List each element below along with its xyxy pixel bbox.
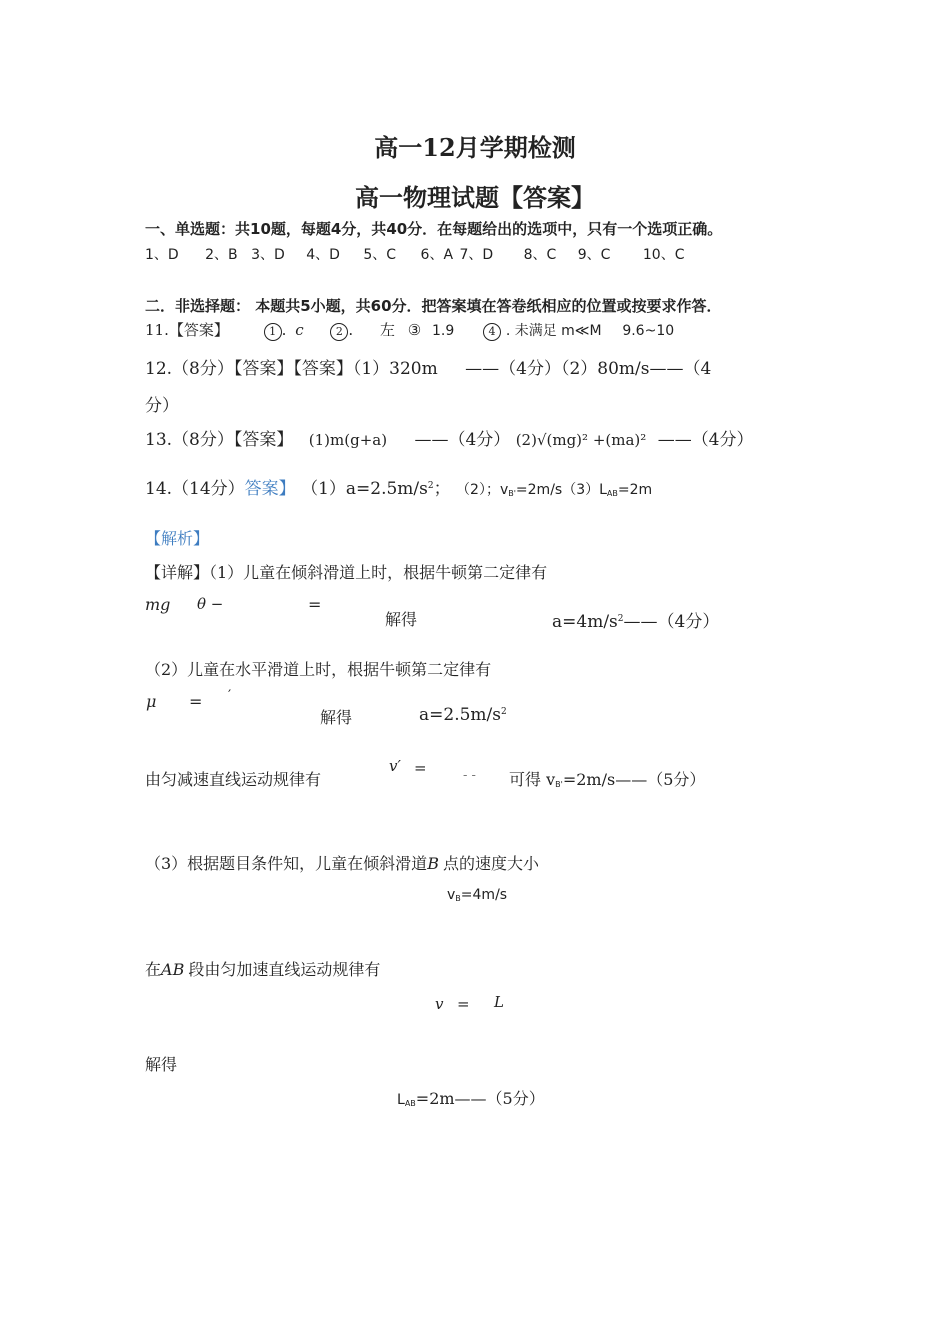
lab-value bbox=[397, 1086, 545, 1109]
part3-text bbox=[145, 851, 539, 874]
res2-sup: 2 bbox=[501, 707, 507, 717]
lab-sub: AB bbox=[404, 1099, 416, 1108]
ab-b: AB bbox=[161, 960, 185, 979]
vb-value bbox=[447, 887, 507, 903]
answer-1: 1、D bbox=[145, 247, 179, 263]
res2 bbox=[419, 705, 507, 725]
eq2-c: ′ bbox=[228, 688, 232, 704]
answer-4: 4、D bbox=[306, 247, 340, 263]
eq4-c: L bbox=[494, 993, 504, 1011]
solve1: 解得 bbox=[385, 610, 418, 629]
q13-line bbox=[145, 425, 754, 450]
q12-part2: ——（4分）（2）80m/s——（4 bbox=[465, 359, 712, 379]
eq4-a: v bbox=[435, 995, 444, 1013]
eq3-b: = bbox=[414, 759, 427, 777]
q13-dash2: ——（4分） bbox=[657, 430, 754, 450]
vb-end: =4m/s bbox=[460, 887, 508, 903]
q11-ans1: c bbox=[295, 321, 304, 339]
q13-ans1: (1)m(g+a) bbox=[308, 431, 388, 449]
decel-text: 由匀减速直线运动规律有 bbox=[145, 770, 322, 789]
answer-5: 5、C bbox=[363, 247, 397, 263]
res1-end: ——（4分） bbox=[623, 612, 720, 632]
q11-label: 11.【答案】 bbox=[145, 321, 229, 339]
q14-label: 14.（14分） bbox=[145, 479, 245, 499]
eq2-b: = bbox=[189, 692, 203, 711]
res2-val: a=2.5m/s bbox=[419, 705, 501, 725]
q14-line bbox=[145, 474, 652, 499]
q12-line1 bbox=[145, 354, 711, 379]
q14-p1: （1）a=2.5m/s bbox=[301, 479, 428, 499]
res3-sub: B' bbox=[555, 780, 563, 789]
eq4-b: = bbox=[457, 995, 470, 1013]
page-title: 高一12月学期检测 bbox=[374, 133, 576, 162]
part3-c: 点的速度大小 bbox=[442, 854, 539, 873]
q14-p2-end: =2m/s（3）L bbox=[515, 482, 607, 498]
circled-one-icon: 1 bbox=[264, 323, 282, 341]
q11-ans5: 9.6~10 bbox=[622, 323, 675, 339]
q11-dot2: . bbox=[348, 321, 354, 339]
vb-val: v bbox=[447, 887, 456, 903]
circled-three-icon: ③ bbox=[407, 321, 422, 339]
res3 bbox=[509, 767, 705, 790]
q13-dash1: ——（4分） bbox=[414, 430, 511, 450]
q13-label: 13.（8分）【答案】 bbox=[145, 430, 294, 450]
solve2: 解得 bbox=[320, 708, 353, 727]
eq1-a: mg bbox=[145, 595, 171, 614]
answer-10: 10、C bbox=[642, 247, 685, 263]
circled-two-icon: 2 bbox=[330, 323, 348, 341]
q14-p1-end: ； bbox=[433, 479, 451, 499]
eq1-c: = bbox=[308, 595, 322, 614]
q14-p3-end: =2m bbox=[617, 482, 653, 498]
part3-a: （3）根据题目条件知，儿童在倾斜滑道 bbox=[145, 854, 428, 873]
q11-ans3: 1.9 bbox=[431, 323, 455, 339]
circled-four-icon: 4 bbox=[483, 323, 501, 341]
res3-val: 可得 v bbox=[509, 770, 556, 789]
lab-val: L bbox=[397, 1092, 405, 1108]
q13-ans2: (2)√(mg)² +(ma)² bbox=[515, 431, 647, 449]
answer-9: 9、C bbox=[577, 247, 611, 263]
answer-7: 7、D bbox=[459, 247, 494, 263]
answer-3: 3、D bbox=[251, 247, 285, 263]
section2-heading: 二．非选择题： 本题共5小题，共60分．把答案填在答卷纸相应的位置或按要求作答． bbox=[145, 297, 722, 315]
q14-p2: （2）；v bbox=[456, 482, 509, 498]
q11-line bbox=[145, 319, 674, 341]
vb-sub: B bbox=[455, 894, 461, 903]
part2-text: （2）儿童在水平滑道上时，根据牛顿第二定律有 bbox=[145, 660, 492, 679]
q11-ans2: 左 bbox=[379, 321, 395, 339]
answer-8: 8、C bbox=[523, 247, 557, 263]
eq1-b: θ − bbox=[197, 595, 224, 613]
lab-end: =2m——（5分） bbox=[415, 1089, 545, 1108]
q14-p1-sup: 2 bbox=[427, 481, 434, 491]
ab-c: 段由匀加速直线运动规律有 bbox=[188, 960, 381, 979]
eq3-a: v′ bbox=[389, 757, 401, 775]
solve3: 解得 bbox=[145, 1055, 178, 1074]
ab-a: 在 bbox=[145, 960, 162, 979]
part3-b: B bbox=[427, 854, 439, 873]
res1 bbox=[552, 607, 719, 632]
q12-part1: 12.（8分）【答案】【答案】（1）320m bbox=[145, 359, 438, 379]
res1-val: a=4m/s bbox=[552, 612, 618, 632]
answer-2: 2、B bbox=[205, 247, 238, 263]
answer-6: 6、A bbox=[420, 247, 454, 263]
ab-text bbox=[145, 957, 380, 980]
section1-answers bbox=[145, 244, 684, 264]
analysis-detail: 【详解】（1）儿童在倾斜滑道上时，根据牛顿第二定律有 bbox=[145, 563, 548, 582]
eq3-c: - - bbox=[463, 768, 476, 783]
q11-ans4: . 未满足 m≪M bbox=[505, 323, 602, 339]
page-subtitle: 高一物理试题【答案】 bbox=[355, 183, 595, 212]
eq2-a: μ bbox=[146, 692, 157, 711]
q11-dot1: . bbox=[281, 321, 287, 339]
analysis-title: 【解析】 bbox=[145, 529, 210, 548]
q14-p2-sub: B' bbox=[508, 489, 516, 498]
q14-p3-sub: AB bbox=[606, 489, 618, 498]
section1-heading: 一、单选题：共10题，每题4分，共40分．在每题给出的选项中，只有一个选项正确。 bbox=[145, 220, 723, 238]
q14-answer-tag: 答案】 bbox=[244, 479, 296, 499]
res3-end: =2m/s——（5分） bbox=[562, 770, 706, 789]
q12-line2: 分） bbox=[145, 396, 179, 416]
res1-sup: 2 bbox=[617, 614, 624, 624]
